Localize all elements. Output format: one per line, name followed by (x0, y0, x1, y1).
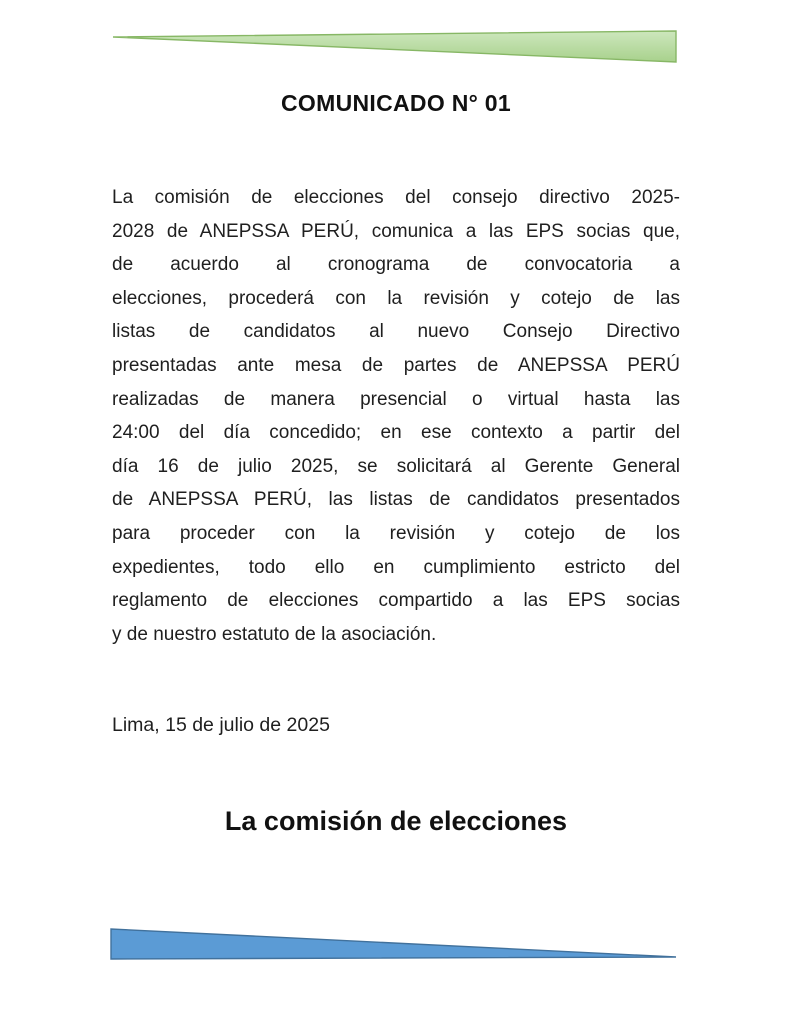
green-ribbon-decoration (0, 0, 791, 70)
paragraph-line: de ANEPSSA PERÚ, las listas de candidatos presentados (112, 489, 680, 511)
paragraph-line: de acuerdo al cronograma de convocatoria a (112, 254, 680, 276)
paragraph-line: La comisión de elecciones del consejo directivo 2025- (112, 187, 680, 208)
date-line: Lima, 15 de julio de 2025 (112, 714, 330, 736)
paragraph-line: realizadas de manera presencial o virtual hasta las (112, 388, 680, 410)
signature-heading: La comisión de elecciones (224, 806, 568, 836)
paragraph-line: 24:00 del día concedido; en ese contexto a partir del (112, 422, 680, 444)
page-title: COMUNICADO N° 01 (281, 90, 511, 116)
green-ribbon-shape (113, 31, 676, 62)
paragraph-line: reglamento de elecciones compartido a las EPS socias (112, 590, 680, 612)
paragraph-line: elecciones, procederá con la revisión y cotejo de las (112, 287, 680, 309)
body-paragraph (112, 181, 680, 651)
paragraph-line: 2028 de ANEPSSA PERÚ, comunica a las EPS socias que, (112, 220, 680, 242)
blue-ribbon-shape (111, 929, 676, 959)
paragraph-line: para proceder con la revisión y cotejo de los (112, 522, 680, 544)
blue-ribbon-decoration (0, 920, 791, 990)
paragraph-line: día 16 de julio 2025, se solicitará al Gerente General (112, 455, 680, 477)
paragraph-line: expedientes, todo ello en cumplimiento estricto del (112, 556, 680, 578)
paragraph-line: listas de candidatos al nuevo Consejo Directivo (112, 321, 680, 343)
paragraph-line: presentadas ante mesa de partes de ANEPSSA PERÚ (112, 354, 680, 376)
paragraph-line: y de nuestro estatuto de la asociación. (112, 623, 437, 645)
